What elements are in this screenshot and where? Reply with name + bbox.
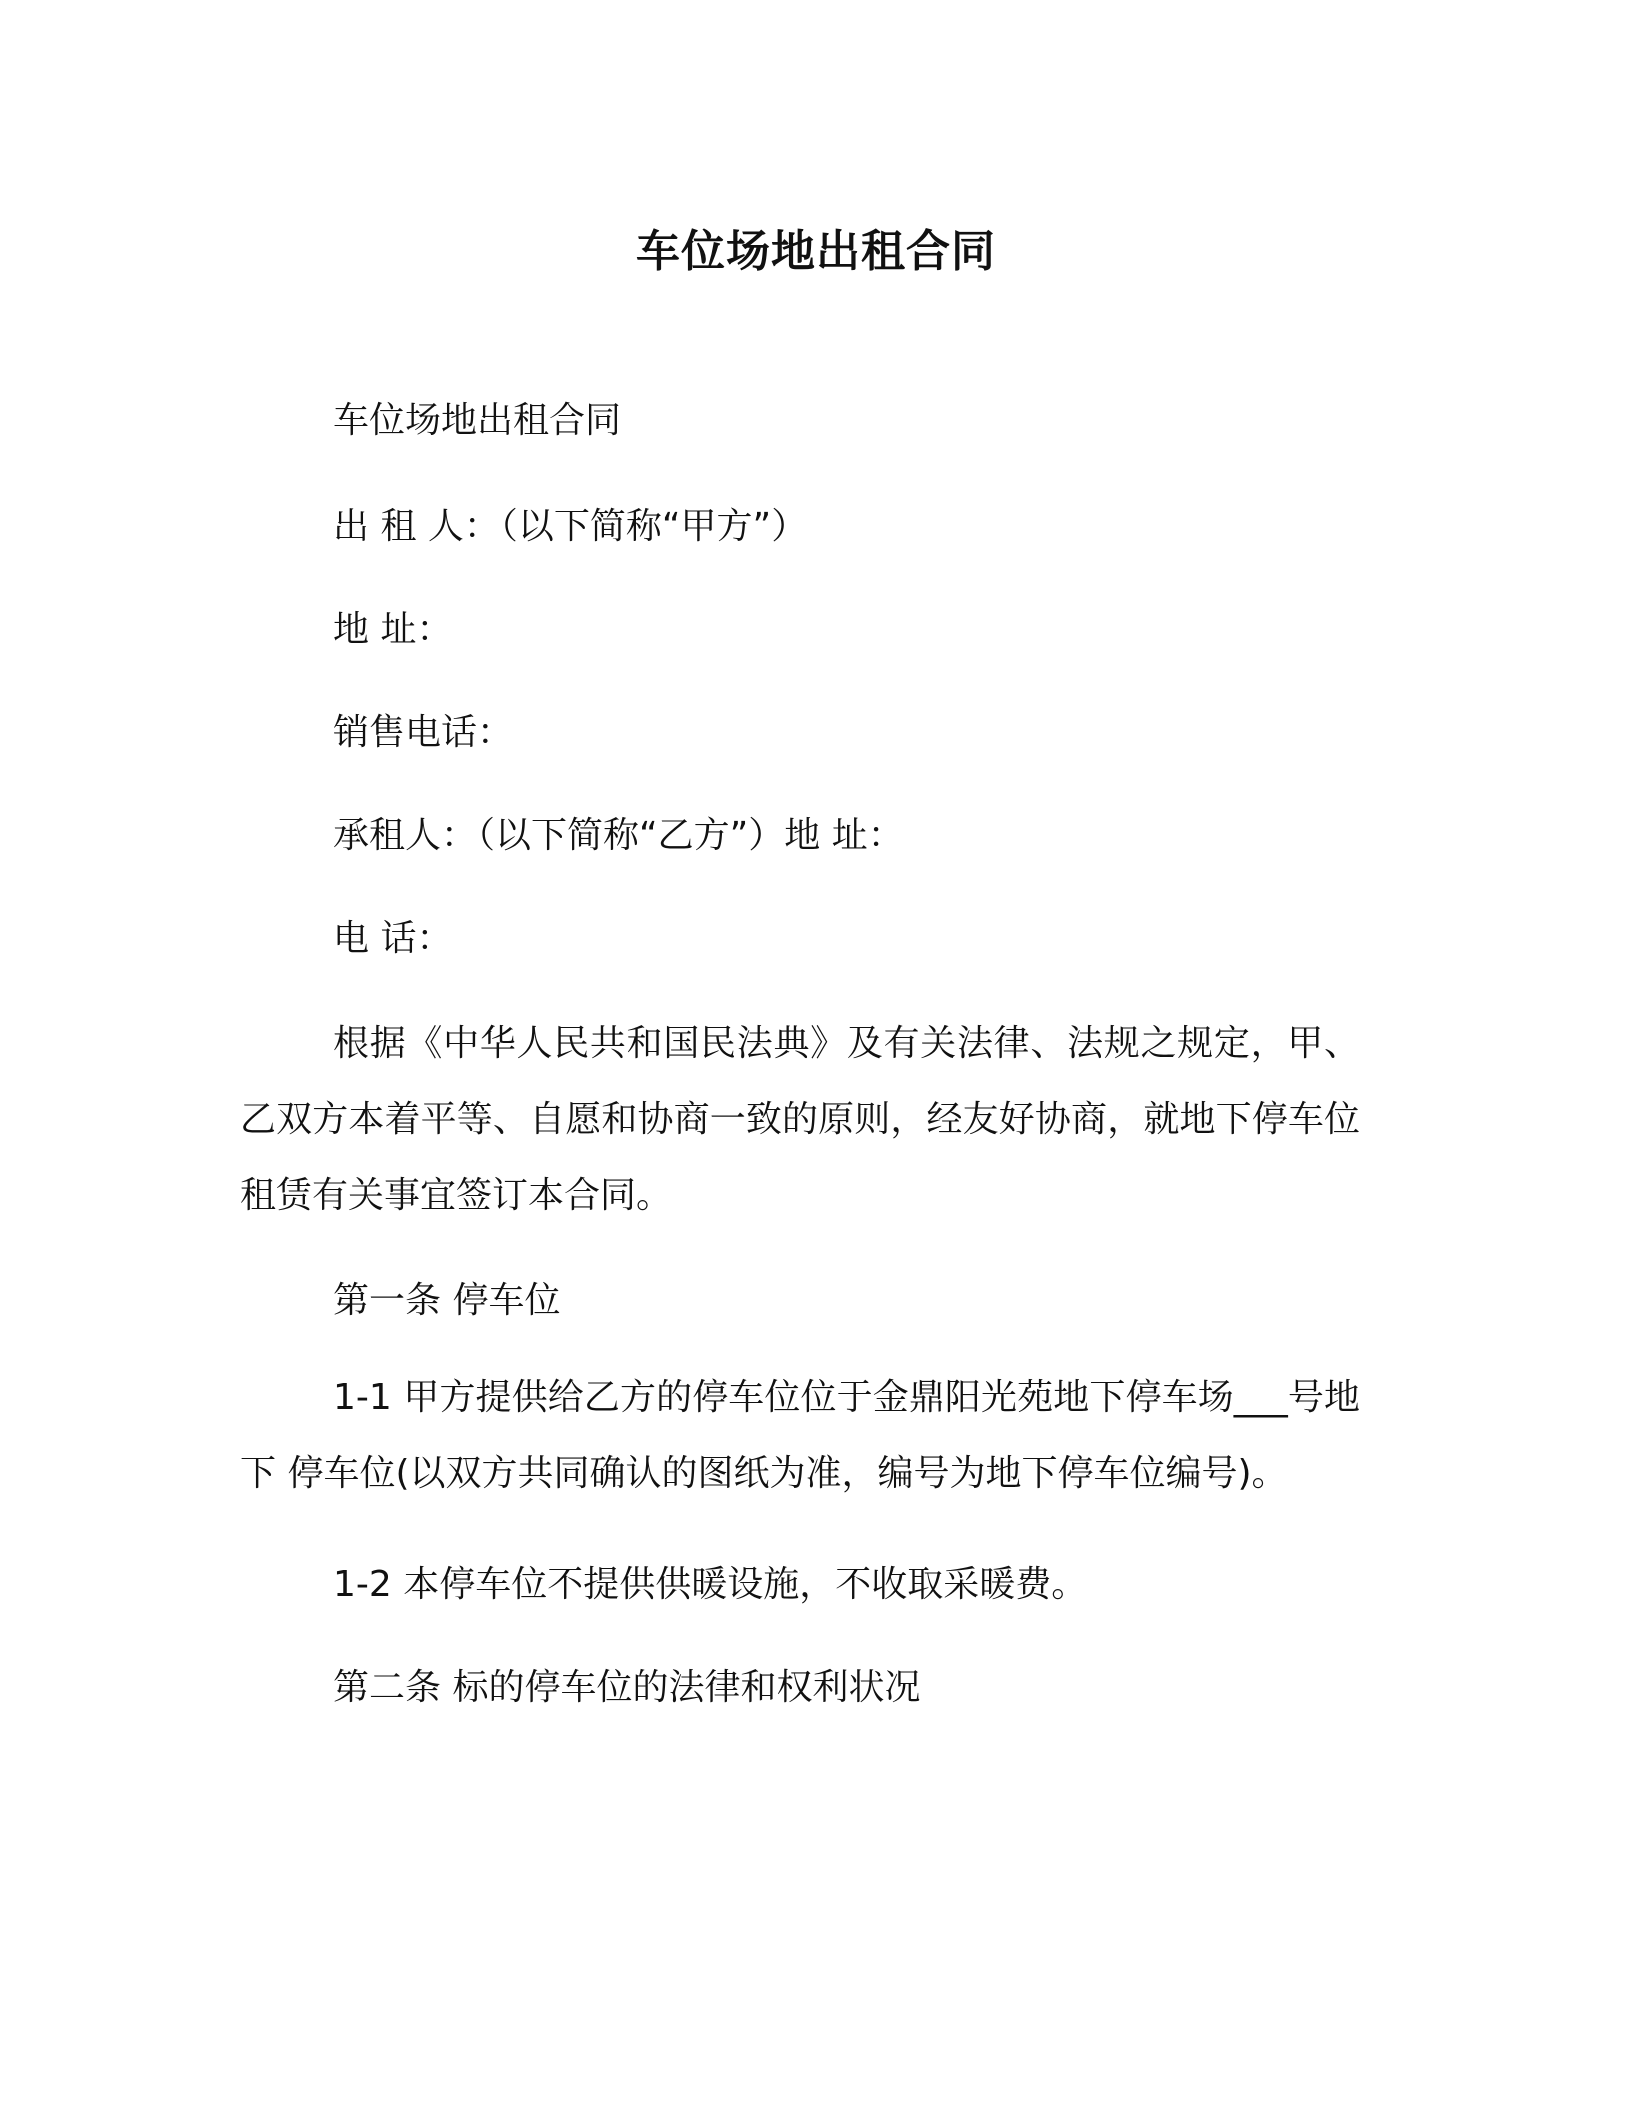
clause-1-2: 1-2 本停车位不提供供暖设施，不收取采暖费。 bbox=[333, 1564, 1088, 1605]
lessor-line: 出 租 人：（以下简称“甲方”） bbox=[333, 506, 808, 547]
preamble-paragraph: 根据《中华人民共和国民法典》及有关法律、法规之规定，甲、乙双方本着平等、自愿和协商一致的原则，经友好协商，就地下停车位租赁有关事宜签订本合同。 bbox=[240, 1023, 1360, 1216]
contract-subtitle: 车位场地出租合同 bbox=[333, 400, 622, 441]
clause-1-1: 1-1 甲方提供给乙方的停车位位于金鼎阳光苑地下停车场___号地下 停车位(以双方共同确认的图纸为准，编号为地下停车位编号)。 bbox=[240, 1377, 1360, 1494]
sales-phone-line: 销售电话： bbox=[333, 712, 514, 753]
document-title: 车位场地出租合同 bbox=[636, 226, 996, 277]
article-2-heading: 第二条 标的停车位的法律和权利状况 bbox=[333, 1667, 921, 1708]
address-line: 地 址： bbox=[333, 609, 453, 650]
phone-line: 电 话： bbox=[333, 918, 453, 959]
lessee-line: 承租人：（以下简称“乙方”）地 址： bbox=[333, 815, 904, 856]
article-1-heading: 第一条 停车位 bbox=[333, 1280, 561, 1321]
